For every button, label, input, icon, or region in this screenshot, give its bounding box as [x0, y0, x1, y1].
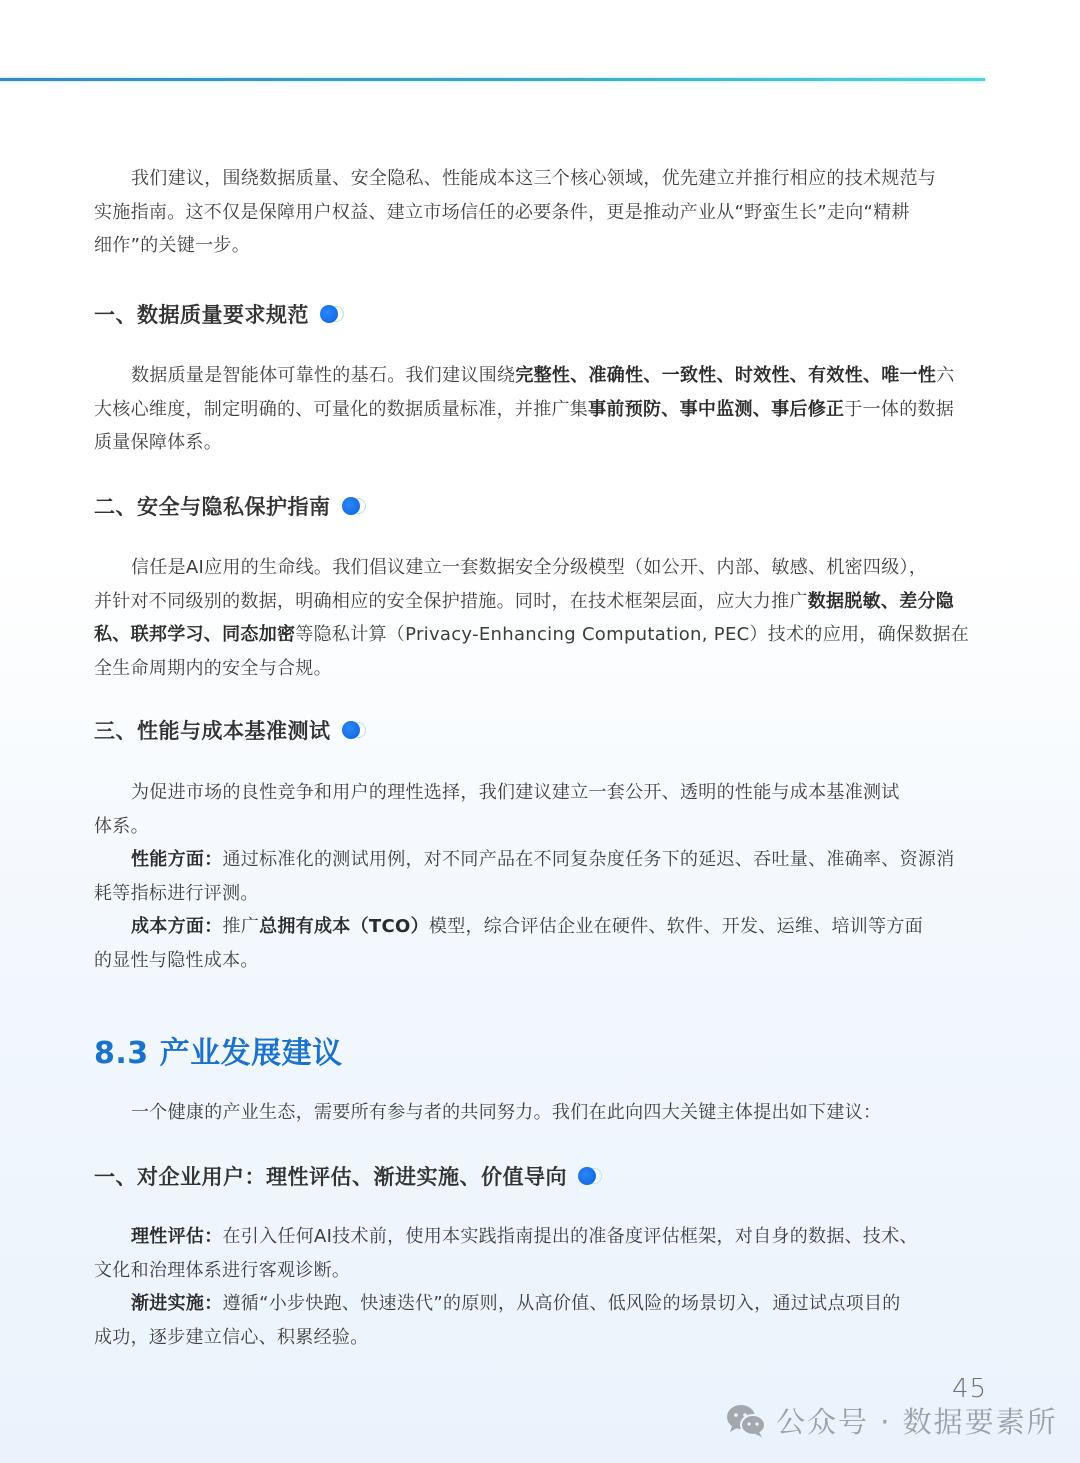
enterprise-recommendations: 理性评估：在引入任何AI技术前，使用本实践指南提出的准备度评估框架，对自身的数据、技术、 文化和治理体系进行客观诊断。 渐进实施：遵循“小步快跑、快速迭代”的原则，从高价值、低风险的场景切入，通过试点项目的 成功，逐步建立信心、积累经验。	[94, 1220, 986, 1354]
security-privacy-paragraph: 信任是AI应用的生命线。我们倡议建立一套数据安全分级模型（如公开、内部、敏感、机密四级）， 并针对不同级别的数据，明确相应的安全保护措施。同时，在技术框架层面，应大力推广数据脱敏、差分隐 私、联邦学习、同态加密等隐私计算（Privacy-Enhancing Computation, PEC）技术的应用，确保数据在 全生命周期内的安全与合规。	[94, 557, 970, 679]
item-incremental-implementation: 渐进实施：遵循“小步快跑、快速迭代”的原则，从高价值、低风险的场景切入，通过试点项目的	[131, 1293, 901, 1314]
chapter-title: 8.3 产业发展建议	[94, 1036, 343, 1071]
performance-label: 性能方面：	[131, 849, 223, 870]
quality-dimensions: 完整性、准确性、一致性、时效性、有效性、唯一性	[515, 365, 937, 386]
page-number: 45	[952, 1374, 988, 1404]
data-quality-paragraph: 数据质量是智能体可靠性的基石。我们建议围绕完整性、准确性、一致性、时效性、有效性、唯一性六 大核心维度，制定明确的、可量化的数据质量标准，并推广集事前预防、事中监测、事后修正于一体的数据 质量保障体系。	[94, 365, 955, 453]
item-rational-assessment: 理性评估：在引入任何AI技术前，使用本实践指南提出的准备度评估框架，对自身的数据、技术、	[131, 1226, 918, 1247]
section-heading-performance-cost: 三、性能与成本基准测试	[94, 715, 371, 745]
section-heading-security-privacy: 二、安全与隐私保护指南	[94, 491, 371, 521]
section-heading-data-quality: 一、数据质量要求规范	[94, 299, 349, 329]
toggle-icon	[341, 497, 371, 515]
toggle-icon	[319, 305, 349, 323]
toggle-icon	[341, 721, 371, 739]
quality-process: 事前预防、事中监测、事后修正	[588, 398, 845, 420]
header-divider	[0, 78, 985, 81]
toggle-icon	[577, 1167, 607, 1185]
performance-cost-paragraph: 为促进市场的良性竞争和用户的理性选择，我们建议建立一套公开、透明的性能与成本基准测试 体系。 性能方面：通过标准化的测试用例，对不同产品在不同复杂度任务下的延迟、吞吐量、准确率、资源消 耗等指标进行评测。 成本方面：推广总拥有成本（TCO）模型，综合评估企业在硬件、软件、开发、运维、培训等方面 的显性与隐性成本。	[94, 782, 955, 971]
cost-label: 成本方面：	[131, 916, 223, 937]
watermark: 公众号 · 数据要素所	[726, 1400, 1058, 1441]
section-heading-enterprise-users: 一、对企业用户：理性评估、渐进实施、价值导向	[94, 1161, 607, 1191]
wechat-icon	[726, 1404, 766, 1438]
chapter-intro: 一个健康的产业生态，需要所有参与者的共同努力。我们在此向四大关键主体提出如下建议：	[131, 1102, 882, 1123]
intro-paragraph: 我们建议，围绕数据质量、安全隐私、性能成本这三个核心领域，优先建立并推行相应的技术规范与 实施指南。这不仅是保障用户权益、建立市场信任的必要条件，更是推动产业从“野蛮生长”走向“精耕 细作”的关键一步。	[94, 168, 937, 256]
